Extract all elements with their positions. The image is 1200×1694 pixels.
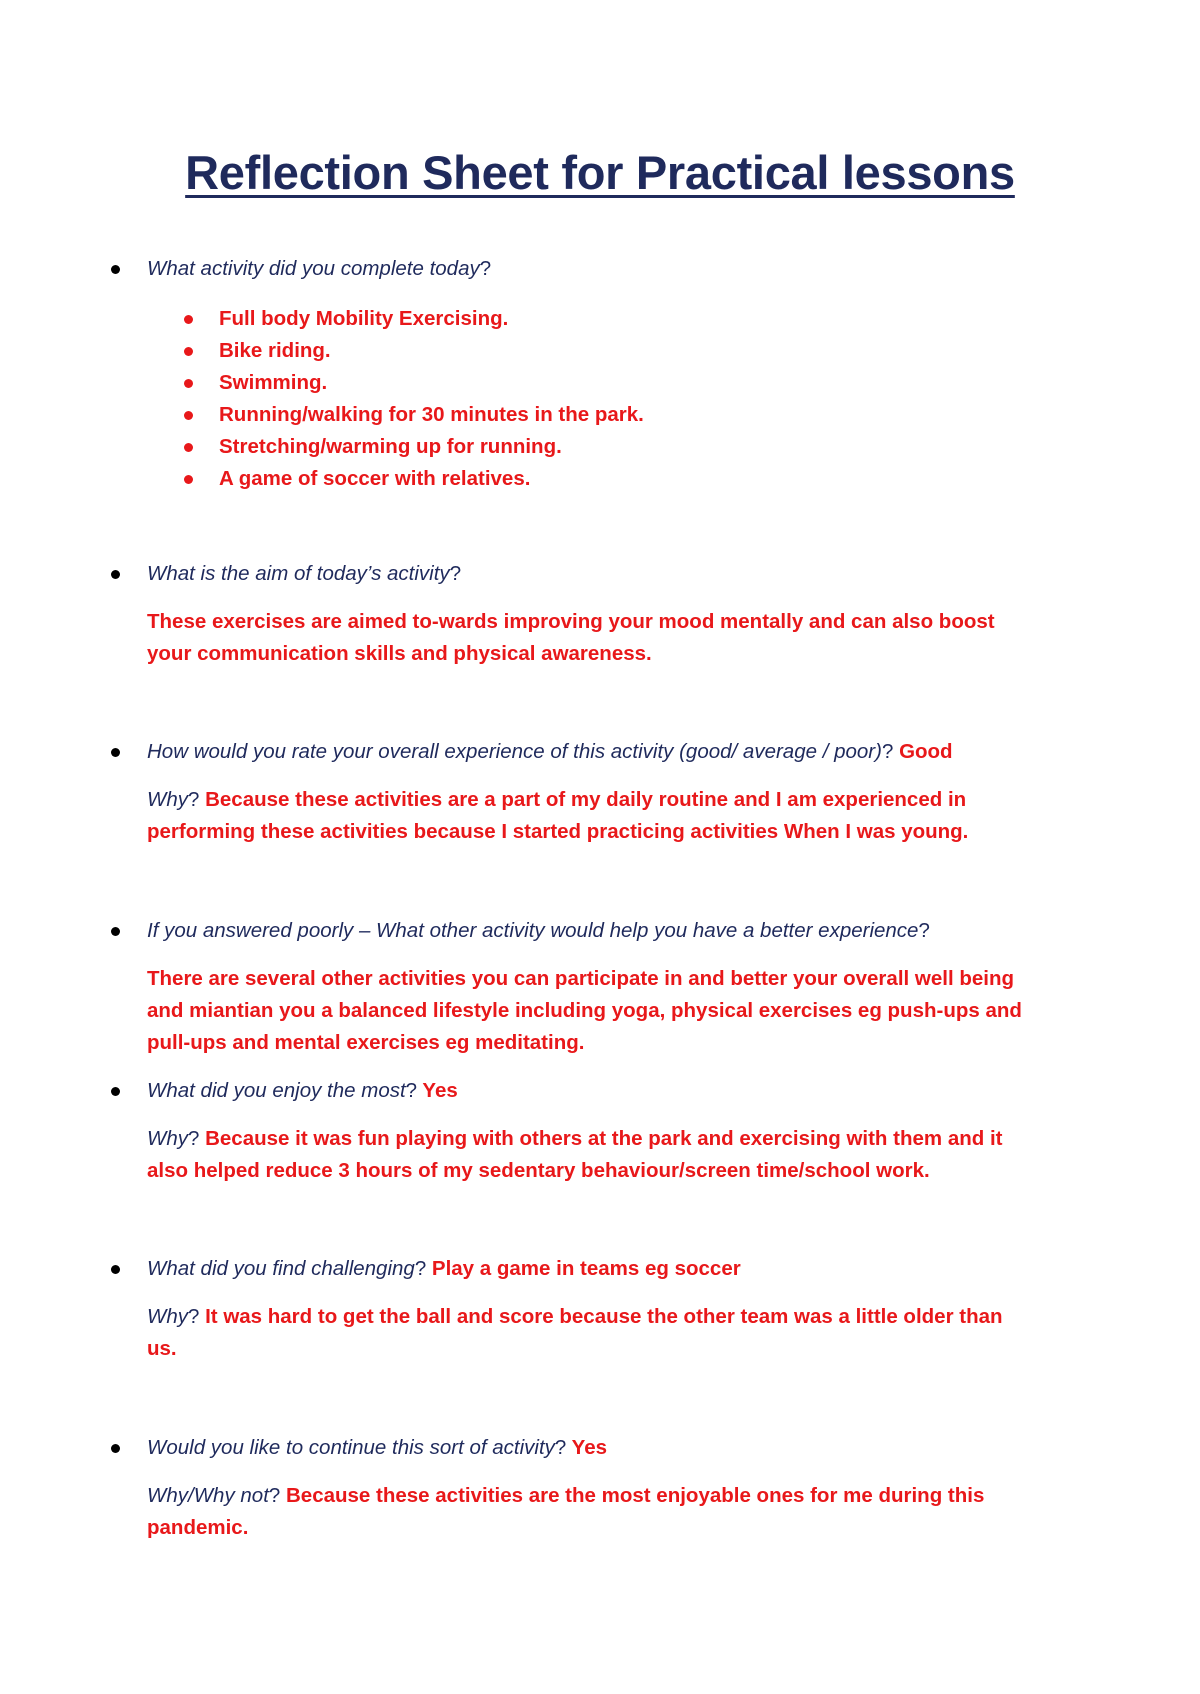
- question-continue: [147, 1434, 607, 1462]
- bullet-icon: [184, 379, 193, 388]
- why-answer-line: performing these activities because I started practicing activities When I was young.: [147, 820, 969, 843]
- bullet-icon: [111, 570, 120, 579]
- question-text: How would you rate your overall experience of this activity (good/ average / poor): [147, 740, 882, 763]
- why-label: Why: [147, 788, 188, 811]
- bullet-icon: [184, 443, 193, 452]
- rating-answer: Good: [893, 740, 953, 763]
- question-text: What activity did you complete today: [147, 257, 480, 280]
- question-aim: [147, 560, 461, 588]
- answer-line: and miantian you a balanced lifestyle including yoga, physical exercises eg push-ups and: [147, 999, 1022, 1022]
- question-text: If you answered poorly – What other activity would help you have a better experience: [147, 919, 919, 942]
- question-mark: ?: [479, 257, 492, 280]
- question-text: What is the aim of today’s activity: [147, 562, 450, 585]
- question-mark: ?: [405, 1079, 418, 1102]
- question-enjoy: [147, 1077, 458, 1105]
- bullet-icon: [111, 1444, 120, 1453]
- answer-line: pull-ups and mental exercises eg meditating.: [147, 1031, 585, 1054]
- bullet-icon: [111, 265, 120, 274]
- question-mark: ?: [554, 1436, 567, 1459]
- question-mark: ?: [449, 562, 462, 585]
- why-answer: It was hard to get the ball and score because the other team was a little older than: [199, 1305, 1003, 1328]
- question-challenging: [147, 1255, 741, 1283]
- activity-item: Swimming.: [219, 371, 328, 394]
- why-answer: Because these activities are the most enjoyable ones for me during this: [280, 1484, 985, 1507]
- page-title: Reflection Sheet for Practical lessons: [185, 146, 1015, 199]
- why-label: Why: [147, 1305, 188, 1328]
- question-mark: ?: [188, 1305, 200, 1328]
- bullet-icon: [184, 475, 193, 484]
- why-answer: Because these activities are a part of my daily routine and I am experienced in: [199, 788, 967, 811]
- activity-item: Full body Mobility Exercising.: [219, 307, 509, 330]
- enjoy-answer: Yes: [417, 1079, 458, 1102]
- question-mark: ?: [188, 788, 200, 811]
- why-label: Why: [147, 1127, 188, 1150]
- why-enjoy: [147, 1123, 1067, 1187]
- question-rating: [147, 738, 953, 766]
- question-text: Would you like to continue this sort of activity: [147, 1436, 555, 1459]
- activity-item: Stretching/warming up for running.: [219, 435, 562, 458]
- question-mark: ?: [881, 740, 894, 763]
- bullet-icon: [184, 411, 193, 420]
- why-label: Why/Why not: [147, 1484, 269, 1507]
- bullet-icon: [184, 347, 193, 356]
- question-mark: ?: [268, 1484, 281, 1507]
- question-text: What did you enjoy the most: [147, 1079, 406, 1102]
- challenging-answer: Play a game in teams eg soccer: [426, 1257, 741, 1280]
- question-activity: [147, 255, 491, 283]
- activity-item: Bike riding.: [219, 339, 331, 362]
- answer-line: There are several other activities you can participate in and better your overall well being: [147, 967, 1014, 990]
- answer-poorly: [147, 963, 1067, 1059]
- answer-aim: [147, 606, 1067, 670]
- question-text: What did you find challenging: [147, 1257, 415, 1280]
- question-mark: ?: [414, 1257, 427, 1280]
- why-challenging: [147, 1301, 1067, 1365]
- why-answer-line: pandemic.: [147, 1516, 249, 1539]
- question-mark: ?: [918, 919, 930, 942]
- activity-item: Running/walking for 30 minutes in the park.: [219, 403, 644, 426]
- activity-item: A game of soccer with relatives.: [219, 467, 531, 490]
- bullet-icon: [111, 1087, 120, 1096]
- why-answer-line: us.: [147, 1337, 177, 1360]
- question-mark: ?: [188, 1127, 200, 1150]
- bullet-icon: [111, 1265, 120, 1274]
- why-answer: Because it was fun playing with others at the park and exercising with them and it: [199, 1127, 1003, 1150]
- answer-line: your communication skills and physical awareness.: [147, 642, 652, 665]
- question-poorly: [147, 917, 930, 945]
- bullet-icon: [184, 315, 193, 324]
- continue-answer: Yes: [566, 1436, 607, 1459]
- answer-line: These exercises are aimed to-wards improving your mood mentally and can also boost: [147, 610, 995, 633]
- why-rating: [147, 784, 1067, 848]
- why-answer-line: also helped reduce 3 hours of my sedentary behaviour/screen time/school work.: [147, 1159, 930, 1182]
- bullet-icon: [111, 927, 120, 936]
- why-continue: [147, 1480, 1067, 1544]
- bullet-icon: [111, 748, 120, 757]
